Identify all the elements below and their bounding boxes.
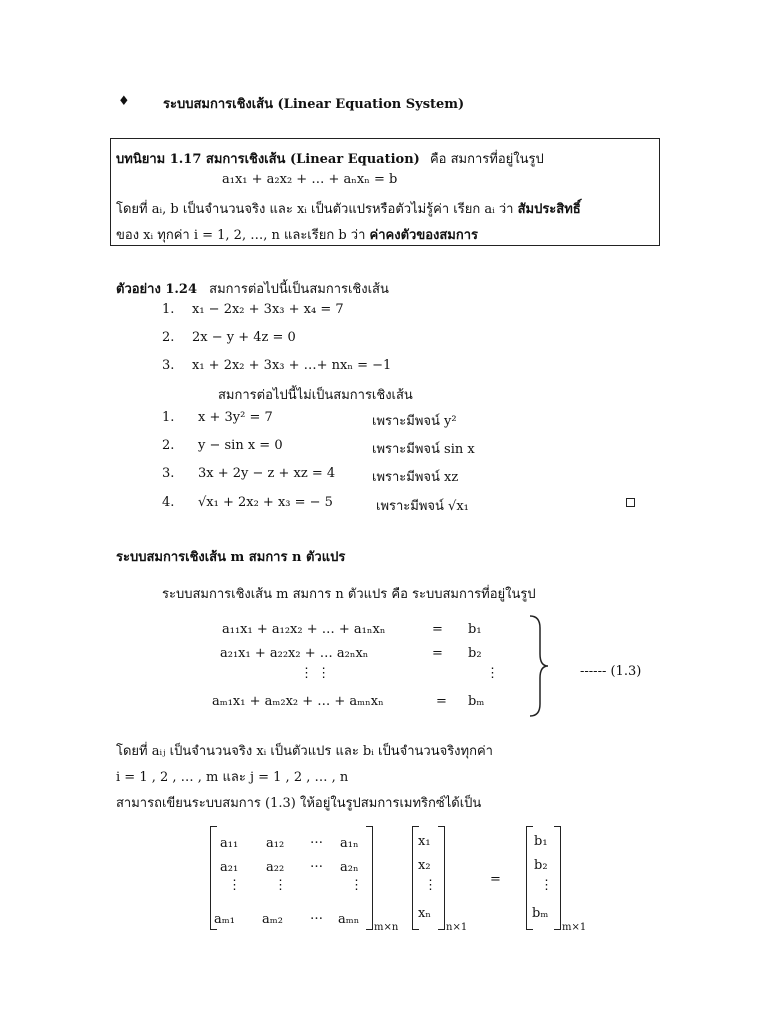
linear-item-2-num: 2. [162, 330, 175, 345]
matrix-a-right-bracket [366, 826, 373, 930]
system-where-1: โดยที่ aᵢⱼ เป็นจำนวนจริง xᵢ เป็นตัวแปร และ bᵢ เป็นจำนวนจริงทุกค่า [116, 744, 493, 759]
matrix-a-cell: a₁₁ [220, 836, 239, 851]
definition-title-tail: คือ สมการที่อยู่ในรูป [429, 152, 544, 167]
vector-b-right-bracket [554, 826, 561, 930]
example-title: ตัวอย่าง 1.24 [116, 282, 198, 297]
system-row-2-eq: = [432, 646, 443, 661]
matrix-a-cell: a₁₂ [266, 836, 285, 851]
equation-label: ------ (1.3) [580, 664, 642, 679]
linear-item-3-num: 3. [162, 358, 175, 373]
matrix-a-cell: ⋮ [228, 878, 241, 893]
nonlinear-item-2-reason: เพราะมีพจน์ sin x [372, 442, 475, 457]
vector-b-cell: ⋮ [540, 878, 553, 893]
system-where-3: สามารถเขียนระบบสมการ (1.3) ให้อยู่ในรูปสมการเมทริกซ์ได้เป็น [116, 796, 482, 811]
vector-b-cell: bₘ [532, 906, 549, 921]
vector-b-cell: b₂ [534, 858, 548, 873]
matrix-a-cell: a₂₂ [266, 860, 285, 875]
matrix-a-cell: ⋮ [350, 878, 363, 893]
nonlinear-item-3-num: 3. [162, 466, 175, 481]
matrix-a-cell: aₘₙ [338, 912, 360, 927]
system-row-3-rhs: ⋮ [486, 666, 499, 681]
definition-line-3 [116, 224, 478, 245]
linear-item-1-num: 1. [162, 302, 175, 317]
matrix-a-cell: a₂₁ [220, 860, 239, 875]
vector-x-cell: x₂ [418, 858, 431, 873]
nonlinear-item-1-expr: x + 3y² = 7 [198, 410, 273, 425]
bullet-icon: ♦ [118, 94, 130, 109]
nonlinear-item-2-num: 2. [162, 438, 175, 453]
linear-item-3-expr: x₁ + 2x₂ + 3x₃ + …+ nxₙ = −1 [192, 358, 392, 373]
matrix-a-cell: aₘ₂ [262, 912, 283, 927]
vector-x-cell: x₁ [418, 834, 431, 849]
example-intro: สมการต่อไปนี้เป็นสมการเชิงเส้น [209, 282, 389, 297]
matrix-a-cell: a₁ₙ [340, 836, 359, 851]
vector-b-dimension: m×1 [562, 922, 587, 933]
definition-constant-term: ค่าคงตัวของสมการ [369, 228, 479, 243]
vector-x-cell: xₙ [418, 906, 431, 921]
system-row-1-eq: = [432, 622, 443, 637]
matrix-equals: = [490, 872, 501, 887]
definition-title: บทนิยาม 1.17 สมการเชิงเส้น (Linear Equation) [116, 152, 420, 167]
definition-coefficient-term: สัมประสิทธิ์ [517, 202, 581, 217]
example-heading [116, 278, 389, 299]
nonlinear-item-3-expr: 3x + 2y − z + xz = 4 [198, 466, 336, 481]
definition-title-line [116, 148, 544, 169]
nonlinear-item-4-expr: √x₁ + 2x₂ + x₃ = − 5 [198, 495, 333, 510]
vector-b-cell: b₁ [534, 834, 548, 849]
definition-equation: a₁x₁ + a₂x₂ + … + aₙxₙ = b [222, 172, 398, 187]
section-heading: ระบบสมการเชิงเส้น (Linear Equation System) [163, 97, 465, 112]
linear-item-1-expr: x₁ − 2x₂ + 3x₃ + x₄ = 7 [192, 302, 344, 317]
nonlinear-item-4-num: 4. [162, 495, 175, 510]
nonlinear-item-3-reason: เพราะมีพจน์ xz [372, 470, 459, 485]
nonlinear-item-1-num: 1. [162, 410, 175, 425]
matrix-a-cell: … [310, 832, 323, 847]
system-intro: ระบบสมการเชิงเส้น m สมการ n ตัวแปร คือ ระบบสมการที่อยู่ในรูป [162, 587, 536, 602]
matrix-a-cell: ⋮ [274, 878, 287, 893]
nonlinear-item-4-reason: เพราะมีพจน์ √x₁ [376, 499, 469, 514]
vector-x-dimension: n×1 [446, 922, 468, 933]
vector-x-right-bracket [438, 826, 445, 930]
matrix-a-cell: a₂ₙ [340, 860, 359, 875]
system-row-3-lhs: ⋮ ⋮ [300, 666, 331, 681]
system-row-1-rhs: b₁ [468, 622, 482, 637]
definition-line-2-text: โดยที่ aᵢ, b เป็นจำนวนจริง และ xᵢ เป็นตัวแปรหรือตัวไม่รู้ค่า เรียก aᵢ ว่า [116, 202, 514, 217]
vector-x-cell: ⋮ [424, 878, 437, 893]
system-title: ระบบสมการเชิงเส้น m สมการ n ตัวแปร [116, 550, 346, 565]
system-row-1-lhs: a₁₁x₁ + a₁₂x₂ + … + a₁ₙxₙ [222, 622, 386, 637]
matrix-a-cell: aₘ₁ [214, 912, 235, 927]
matrix-a-cell: … [310, 908, 323, 923]
system-row-4-lhs: aₘ₁x₁ + aₘ₂x₂ + … + aₘₙxₙ [212, 694, 384, 709]
system-row-2-lhs: a₂₁x₁ + a₂₂x₂ + … a₂ₙxₙ [220, 646, 369, 661]
right-brace-icon [528, 614, 552, 718]
nonlinear-item-1-reason: เพราะมีพจน์ y² [372, 414, 457, 429]
linear-item-2-expr: 2x − y + 4z = 0 [192, 330, 296, 345]
definition-line-3-text: ของ xᵢ ทุกค่า i = 1, 2, …, n และเรียก b ว่า [116, 228, 366, 243]
nonlinear-item-2-expr: y − sin x = 0 [198, 438, 283, 453]
matrix-a-cell: … [310, 856, 323, 871]
matrix-a-dimension: m×n [374, 922, 399, 933]
system-where-2: i = 1 , 2 , … , m และ j = 1 , 2 , … , n [116, 770, 349, 785]
system-row-4-eq: = [436, 694, 447, 709]
nonlinear-intro: สมการต่อไปนี้ไม่เป็นสมการเชิงเส้น [218, 388, 413, 403]
qed-square-icon [626, 498, 635, 507]
definition-line-2 [116, 198, 581, 219]
system-row-4-rhs: bₘ [468, 694, 485, 709]
system-row-2-rhs: b₂ [468, 646, 482, 661]
